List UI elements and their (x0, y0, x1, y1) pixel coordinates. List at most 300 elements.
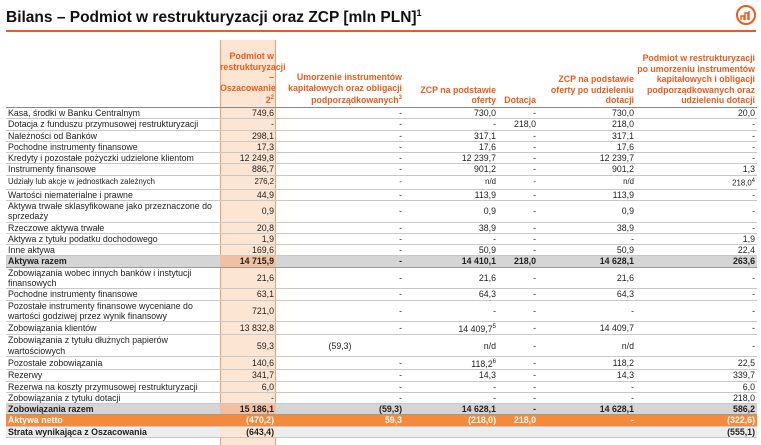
row-label: Należności od Banków (6, 130, 220, 141)
table-row (6, 153, 757, 164)
cell-value: - (533, 404, 536, 415)
cell-value: 21,6 (478, 272, 496, 283)
cell-value: - (399, 189, 402, 200)
row-label: Zobowiązania klientów (6, 322, 220, 335)
value-cell (636, 357, 757, 370)
value-cell (538, 108, 636, 119)
cell-value: - (533, 141, 536, 152)
value-cell (538, 335, 636, 357)
cell-value: (322,6) (727, 415, 755, 426)
value-cell (538, 426, 636, 437)
cell-footnote: 6 (492, 359, 496, 366)
value-cell (404, 141, 498, 152)
value-cell (636, 392, 757, 403)
cell-value: - (533, 370, 536, 381)
value-cell (276, 141, 404, 152)
table-row (6, 357, 757, 370)
cell-value: 38,9 (478, 222, 496, 233)
value-cell (276, 108, 404, 119)
table-row (6, 130, 757, 141)
value-cell (220, 189, 276, 200)
cell-value: 64,3 (616, 289, 634, 300)
balance-table (6, 40, 757, 438)
cell-value: - (752, 189, 755, 200)
value-cell (538, 153, 636, 164)
table-row (6, 189, 757, 200)
value-cell (220, 245, 276, 256)
cell-value: - (533, 189, 536, 200)
cell-value: 317,1 (611, 130, 634, 141)
value-cell (498, 153, 538, 164)
row-label: Aktywa razem (6, 256, 220, 267)
value-cell (498, 233, 538, 244)
cell-value: 339,7 (732, 370, 755, 381)
column-header-text: Podmiot w restrukturyzacji – Oszacowanie 2 (220, 51, 286, 106)
value-cell (636, 119, 757, 130)
cell-value: - (752, 272, 755, 283)
cell-value: - (493, 119, 496, 130)
column-header (538, 40, 636, 108)
cell-value: - (399, 233, 402, 244)
table-row (6, 256, 757, 267)
value-cell (636, 256, 757, 267)
cell-value: - (533, 272, 536, 283)
value-cell (276, 322, 404, 335)
cell-value: 0,9 (261, 206, 274, 217)
column-header (404, 40, 498, 108)
value-cell (404, 404, 498, 415)
cell-value: - (533, 153, 536, 164)
cell-value: - (631, 233, 634, 244)
cell-value: - (631, 305, 634, 316)
title-underline (6, 30, 756, 32)
cell-footnote: 4 (751, 177, 755, 184)
value-cell (276, 256, 404, 267)
cell-value: - (752, 222, 755, 233)
cell-value: 218,0 (732, 178, 752, 188)
column-header (636, 40, 757, 108)
value-cell (498, 335, 538, 357)
cell-value: 17,3 (256, 141, 274, 152)
cell-value: 901,2 (473, 164, 496, 175)
value-cell (220, 267, 276, 289)
cell-value: - (533, 164, 536, 175)
value-cell (404, 175, 498, 189)
value-cell (636, 322, 757, 335)
value-cell (498, 108, 538, 119)
cell-value: n/d (623, 177, 634, 187)
value-cell (220, 175, 276, 189)
title-text: Bilans – Podmiot w restrukturyzacji oraz ZCP [mln PLN] (6, 9, 417, 27)
cell-value: (470,2) (246, 415, 274, 426)
value-cell (220, 153, 276, 164)
cell-value: 17,6 (616, 141, 634, 152)
cell-value: - (399, 358, 402, 368)
cell-value: - (533, 305, 536, 316)
cell-value: 38,9 (616, 222, 634, 233)
value-cell (538, 222, 636, 233)
cell-value: - (631, 381, 634, 392)
cell-value: (643,4) (246, 426, 274, 437)
value-cell (220, 130, 276, 141)
value-cell (220, 200, 276, 222)
row-label: Aktywa z tytułu podatku dochodowego (6, 233, 220, 244)
value-cell (404, 370, 498, 381)
cell-value: - (752, 119, 755, 130)
value-cell (276, 404, 404, 415)
cell-value: - (271, 392, 274, 403)
table-row (6, 381, 757, 392)
cell-value: - (533, 206, 536, 217)
table-row (6, 108, 757, 119)
cell-value: 730,0 (473, 108, 496, 118)
value-cell (538, 289, 636, 300)
table-row (6, 175, 757, 189)
value-cell (220, 404, 276, 415)
cell-value: - (399, 323, 402, 334)
value-cell (220, 370, 276, 381)
cell-value: - (399, 305, 402, 316)
cell-value: 341,7 (251, 370, 274, 381)
cell-value: - (631, 392, 634, 403)
value-cell (276, 426, 404, 437)
value-cell (498, 392, 538, 403)
value-cell (636, 200, 757, 222)
value-cell (538, 164, 636, 175)
value-cell (404, 300, 498, 322)
value-cell (276, 381, 404, 392)
value-cell (220, 108, 276, 119)
column-header-text: ZCP na podstawie oferty (420, 84, 496, 106)
column-header-text: Umorzenie instrumentów kapitałowych oraz obligacji podporządkowanych (288, 72, 402, 106)
cell-value: 140,6 (251, 358, 274, 368)
table-row (6, 335, 757, 357)
value-cell (404, 200, 498, 222)
value-cell (636, 130, 757, 141)
cell-value: - (631, 415, 634, 426)
cell-value: 0,9 (483, 206, 496, 217)
cell-value: - (533, 358, 536, 368)
table-row (6, 141, 757, 152)
cell-value: - (271, 119, 274, 130)
cell-value: - (533, 233, 536, 244)
value-cell (538, 175, 636, 189)
cell-value: 1,3 (742, 164, 755, 175)
cell-value: 13 832,8 (239, 323, 274, 334)
value-cell (636, 404, 757, 415)
value-cell (404, 153, 498, 164)
cell-value: 14 628,1 (599, 404, 634, 415)
value-cell (538, 130, 636, 141)
cell-value: - (533, 323, 536, 334)
value-cell (538, 404, 636, 415)
value-cell (498, 404, 538, 415)
value-cell (276, 370, 404, 381)
cell-value: - (752, 323, 755, 334)
page-title (6, 8, 422, 27)
cell-value: 113,9 (474, 189, 496, 200)
cell-value: 0,9 (621, 206, 634, 217)
table-row (6, 200, 757, 222)
table-row (6, 415, 757, 426)
value-cell (220, 300, 276, 322)
cell-value: 113,9 (612, 189, 634, 200)
cell-value: - (752, 130, 755, 141)
row-label: Kasa, środki w Banku Centralnym (6, 108, 220, 119)
cell-value: - (533, 108, 536, 118)
value-cell (220, 222, 276, 233)
cell-value: 22,4 (737, 245, 755, 256)
value-cell (404, 289, 498, 300)
value-cell (636, 381, 757, 392)
value-cell (276, 300, 404, 322)
cell-value: 14 628,1 (461, 404, 496, 415)
cell-value: - (399, 119, 402, 130)
value-cell (220, 322, 276, 335)
value-cell (220, 119, 276, 130)
table-row (6, 300, 757, 322)
cell-value: 14 410,1 (461, 256, 496, 267)
value-cell (538, 233, 636, 244)
value-cell (636, 233, 757, 244)
value-cell (404, 130, 498, 141)
value-cell (636, 153, 757, 164)
cell-value: - (399, 222, 402, 233)
value-cell (276, 289, 404, 300)
cell-value: 218,0 (732, 392, 755, 403)
value-cell (220, 141, 276, 152)
row-label: Zobowiązania wobec innych banków i instytucji finansowych (6, 267, 220, 289)
column-header (498, 40, 538, 108)
value-cell (636, 164, 757, 175)
row-label: Rzeczowe aktywa trwałe (6, 222, 220, 233)
header-label-cell (6, 40, 220, 108)
row-label: Strata wynikająca z Oszacowania (6, 426, 220, 437)
cell-value: - (752, 340, 755, 351)
value-cell (538, 392, 636, 403)
cell-value: - (399, 108, 402, 118)
value-cell (220, 256, 276, 267)
row-label: Pozostałe zobowiązania (6, 357, 220, 370)
value-cell (538, 322, 636, 335)
header-row (6, 40, 757, 108)
cell-value: - (399, 370, 402, 381)
cell-value: 15 186,1 (239, 404, 274, 415)
row-label: Inne aktywa (6, 245, 220, 256)
value-cell (498, 370, 538, 381)
value-cell (498, 381, 538, 392)
cell-value: - (399, 245, 402, 256)
value-cell (538, 357, 636, 370)
cell-value: 14 628,1 (599, 256, 634, 267)
value-cell (636, 267, 757, 289)
cell-value: 50,9 (616, 245, 634, 256)
table-row (6, 233, 757, 244)
value-cell (404, 426, 498, 437)
cell-value: - (399, 153, 402, 164)
value-cell (538, 245, 636, 256)
value-cell (404, 392, 498, 403)
cell-value: - (399, 141, 402, 152)
cell-footnote: 5 (492, 324, 496, 331)
cell-value: 44,9 (256, 189, 274, 200)
row-label: Zobowiązania razem (6, 404, 220, 415)
value-cell (404, 381, 498, 392)
cell-value: - (493, 233, 496, 244)
cell-value: - (399, 164, 402, 175)
cell-value: 14 409,7 (458, 324, 493, 335)
cell-value: 118,2 (612, 358, 634, 368)
cell-value: 21,6 (256, 272, 274, 283)
cell-value: 263,6 (732, 256, 755, 267)
cell-value: - (533, 245, 536, 256)
cell-value: 20,0 (737, 108, 755, 118)
row-label: Pochodne instrumenty finansowe (6, 141, 220, 152)
column-header-text: ZCP na podstawie oferty po udzieleniu dotacji (550, 74, 634, 106)
column-header (276, 40, 404, 108)
cell-value: n/d (621, 340, 634, 351)
cell-value: - (399, 381, 402, 392)
value-cell (498, 164, 538, 175)
cell-value: 22,5 (737, 358, 755, 368)
value-cell (498, 357, 538, 370)
cell-value: 298,1 (251, 130, 274, 141)
value-cell (538, 200, 636, 222)
cell-value: - (533, 392, 536, 403)
cell-value: 901,2 (611, 164, 634, 175)
cell-value: 276,2 (254, 177, 274, 187)
cell-value: 1,9 (742, 233, 755, 244)
cell-value: - (399, 206, 402, 217)
value-cell (404, 322, 498, 335)
value-cell (404, 233, 498, 244)
row-label: Zobowiązania z tytułu dłużnych papierów wartościowych (6, 335, 220, 357)
cell-value: n/d (483, 340, 496, 351)
row-label: Rezerwy (6, 370, 220, 381)
value-cell (636, 289, 757, 300)
value-cell (538, 381, 636, 392)
cell-value: (59,3) (328, 340, 352, 351)
value-cell (220, 426, 276, 437)
value-cell (498, 415, 538, 426)
cell-value: - (533, 222, 536, 233)
cell-value: 12 249,8 (239, 153, 274, 164)
table-row (6, 119, 757, 130)
value-cell (276, 153, 404, 164)
cell-value: (218,0) (468, 415, 496, 426)
row-label: Aktywa netto (6, 415, 220, 426)
column-footnote: 2 (270, 95, 274, 102)
cell-value: - (533, 177, 536, 187)
cell-value: 59,3 (256, 340, 274, 351)
cell-value: 218,0 (513, 415, 536, 426)
cell-value: - (399, 256, 402, 267)
value-cell (276, 130, 404, 141)
row-label: Aktywa trwałe sklasyfikowane jako przeznaczone do sprzedaży (6, 200, 220, 222)
value-cell (276, 392, 404, 403)
cell-value: - (399, 130, 402, 141)
cell-value: - (533, 289, 536, 300)
cell-value: 20,8 (256, 222, 274, 233)
column-footnote: 3 (398, 95, 402, 102)
value-cell (538, 141, 636, 152)
value-cell (220, 233, 276, 244)
title-footnote: 1 (416, 8, 422, 18)
value-cell (404, 119, 498, 130)
table-row (6, 164, 757, 175)
value-cell (498, 322, 538, 335)
cell-value: 14 715,9 (239, 256, 274, 267)
value-cell (404, 189, 498, 200)
value-cell (538, 119, 636, 130)
value-cell (276, 175, 404, 189)
table-row (6, 392, 757, 403)
value-cell (498, 300, 538, 322)
value-cell (538, 415, 636, 426)
cell-value: 118,2 (471, 358, 493, 369)
cell-value: 14,3 (616, 370, 634, 381)
cell-value: - (533, 130, 536, 141)
value-cell (220, 381, 276, 392)
value-cell (538, 256, 636, 267)
value-cell (220, 164, 276, 175)
cell-value: 6,0 (261, 381, 274, 392)
value-cell (538, 189, 636, 200)
row-label: Udziały lub akcje w jednostkach zależnych (6, 175, 220, 189)
value-cell (276, 415, 404, 426)
value-cell (220, 289, 276, 300)
value-cell (404, 357, 498, 370)
value-cell (276, 222, 404, 233)
table-row (6, 245, 757, 256)
value-cell (538, 300, 636, 322)
value-cell (636, 300, 757, 322)
value-cell (498, 267, 538, 289)
cell-value: - (752, 289, 755, 300)
cell-value: 59,3 (384, 415, 402, 426)
value-cell (636, 222, 757, 233)
value-cell (498, 200, 538, 222)
row-label: Instrumenty finansowe (6, 164, 220, 175)
value-cell (276, 119, 404, 130)
cell-value: 586,2 (732, 404, 755, 415)
row-label: Rezerwa na koszty przymusowej restrukturyzacji (6, 381, 220, 392)
table-row (6, 289, 757, 300)
row-label: Zobowiązania z tytułu dotacji (6, 392, 220, 403)
cell-value: 12 239,7 (599, 153, 634, 164)
cell-value: 886,7 (251, 164, 274, 175)
value-cell (636, 426, 757, 437)
value-cell (404, 245, 498, 256)
cell-value: 6,0 (742, 381, 755, 392)
cell-value: 14,3 (478, 370, 496, 381)
value-cell (498, 130, 538, 141)
cell-value: 218,0 (513, 256, 536, 267)
cell-value: - (752, 206, 755, 217)
value-cell (276, 233, 404, 244)
value-cell (276, 164, 404, 175)
value-cell (498, 426, 538, 437)
value-cell (636, 175, 757, 189)
cell-value: - (399, 177, 402, 187)
cell-value: 169,6 (251, 245, 274, 256)
column-header-text: Podmiot w restrukturyzacji po umorzeniu instrumentów kapitałowych i obligacji podporządkowanych oraz udzieleniu dotacji (637, 53, 755, 106)
column-header (220, 40, 286, 108)
value-cell (404, 335, 498, 357)
cell-value: 218,0 (611, 119, 634, 130)
row-label: Pochodne instrumenty finansowe (6, 289, 220, 300)
analysis-icon (736, 5, 756, 25)
